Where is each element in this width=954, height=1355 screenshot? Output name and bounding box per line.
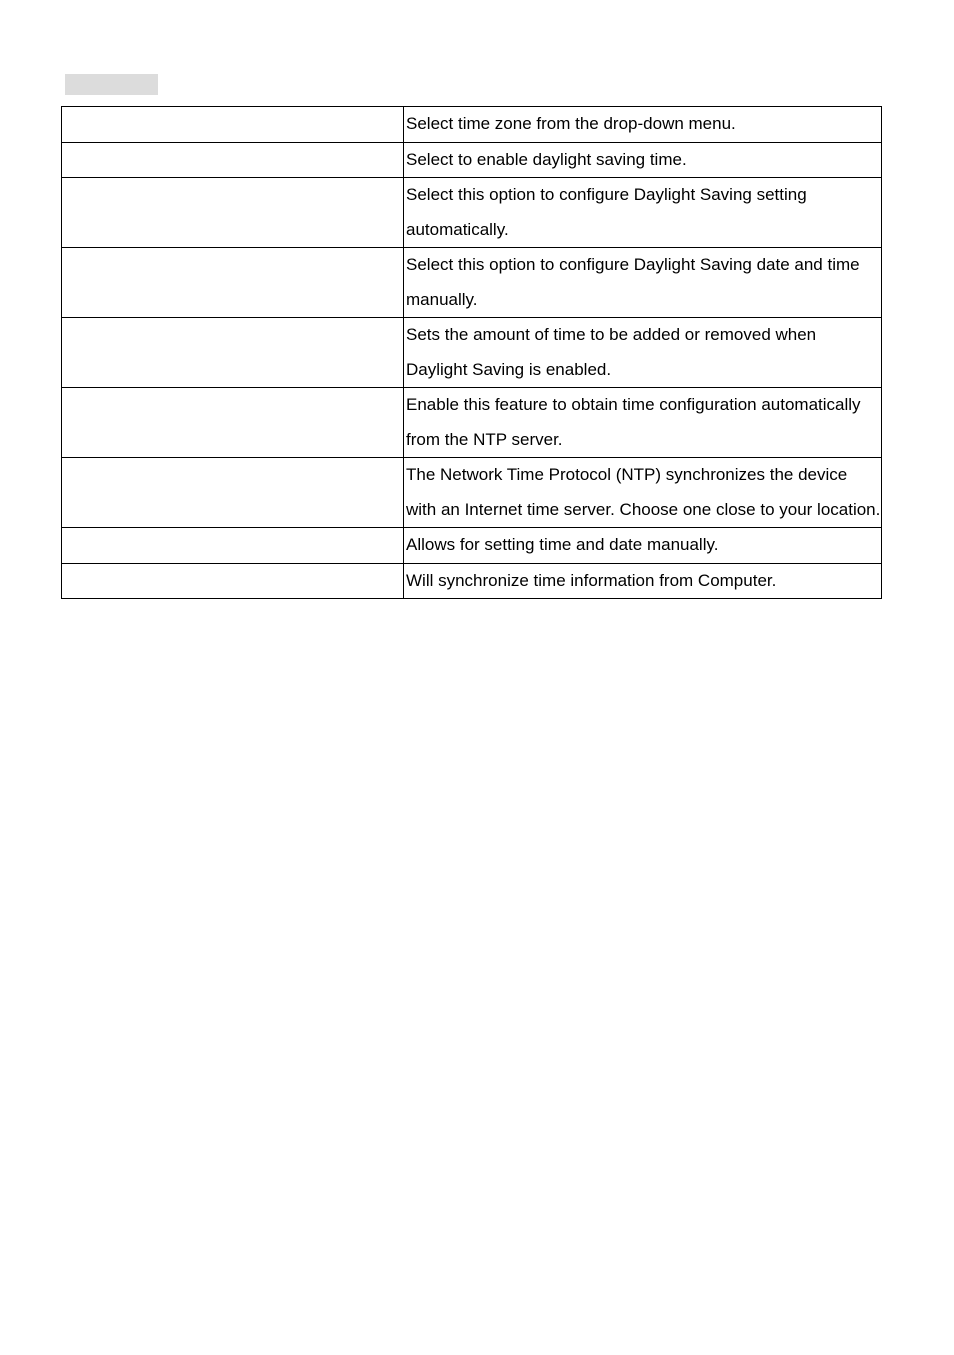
setting-name-cell bbox=[62, 563, 404, 599]
setting-description-cell: Allows for setting time and date manually. bbox=[404, 528, 882, 564]
setting-name-cell bbox=[62, 142, 404, 178]
table-row bbox=[62, 528, 882, 564]
setting-description-cell: The Network Time Protocol (NTP) synchronizes the device with an Internet time server. Choose one close to your location. bbox=[404, 458, 882, 528]
setting-description-cell: Select this option to configure Daylight Saving setting automatically. bbox=[404, 178, 882, 248]
table-row bbox=[62, 563, 882, 599]
table-row bbox=[62, 142, 882, 178]
setting-description-cell: Select time zone from the drop-down menu. bbox=[404, 107, 882, 143]
setting-description-cell: Sets the amount of time to be added or removed when Daylight Saving is enabled. bbox=[404, 318, 882, 388]
setting-name-cell bbox=[62, 388, 404, 458]
setting-name-cell bbox=[62, 458, 404, 528]
table-row bbox=[62, 388, 882, 458]
table-row bbox=[62, 458, 882, 528]
setting-description-cell: Enable this feature to obtain time configuration automatically from the NTP server. bbox=[404, 388, 882, 458]
table-row bbox=[62, 248, 882, 318]
settings-description-table bbox=[61, 106, 882, 599]
setting-name-cell bbox=[62, 107, 404, 143]
setting-name-cell bbox=[62, 248, 404, 318]
setting-name-cell bbox=[62, 528, 404, 564]
section-heading-highlight bbox=[65, 74, 158, 95]
setting-name-cell bbox=[62, 318, 404, 388]
table-row bbox=[62, 107, 882, 143]
table-row bbox=[62, 318, 882, 388]
setting-description-cell: Will synchronize time information from Computer. bbox=[404, 563, 882, 599]
setting-description-cell: Select to enable daylight saving time. bbox=[404, 142, 882, 178]
setting-name-cell bbox=[62, 178, 404, 248]
table-row bbox=[62, 178, 882, 248]
setting-description-cell: Select this option to configure Daylight Saving date and time manually. bbox=[404, 248, 882, 318]
